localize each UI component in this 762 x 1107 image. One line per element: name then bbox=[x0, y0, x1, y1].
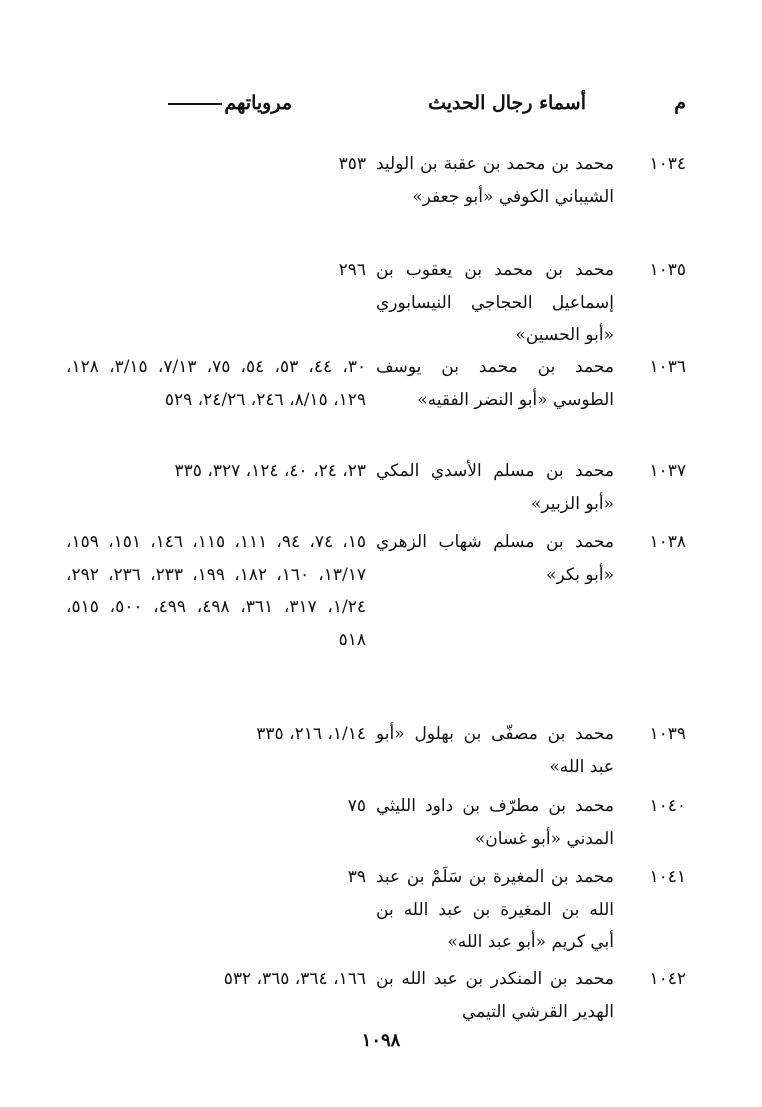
entry-number: ١٠٤٠ bbox=[649, 796, 686, 816]
narrator-entry bbox=[0, 718, 762, 790]
narrator-name: محمد بن مصفّى بن بهلول «أبو عبد الله» bbox=[376, 724, 614, 777]
narrator-entry bbox=[0, 790, 762, 861]
narrator-name: محمد بن محمد بن يعقوب بن إسماعيل الحجاجي النيسابوري «أبو الحسين» bbox=[376, 260, 614, 345]
narrator-entry bbox=[0, 861, 762, 963]
names-column-header: أسماء رجال الحديث bbox=[428, 92, 586, 114]
entry-number: ١٠٤١ bbox=[649, 867, 686, 887]
narrator-references: ١٦٦، ٣٦٤، ٣٦٥، ٥٣٢ bbox=[223, 969, 366, 989]
refs-column-header-label: مروياتهم bbox=[224, 92, 292, 114]
narrator-references: ٧٥ bbox=[347, 796, 366, 816]
narrator-name: محمد بن محمد بن عقبة بن الوليد الشيباني الكوفي «أبو جعفر» bbox=[376, 154, 614, 207]
narrators-list bbox=[0, 148, 762, 1033]
narrator-entry bbox=[0, 254, 762, 351]
narrator-references: ٣٩ bbox=[347, 867, 366, 887]
narrator-entry bbox=[0, 963, 762, 1033]
page-number: ١٠٩٨ bbox=[361, 1030, 401, 1051]
narrator-references: ٣٥٣ bbox=[338, 154, 366, 174]
entry-number: ١٠٣٦ bbox=[649, 357, 686, 377]
refs-column-header bbox=[168, 92, 292, 114]
narrator-name: محمد بن المنكدر بن عبد الله بن الهدير القرشي التيمي bbox=[376, 969, 614, 1022]
narrator-references: ٢٩٦ bbox=[338, 260, 366, 280]
entry-number: ١٠٤٢ bbox=[649, 969, 686, 989]
narrator-name: محمد بن مسلم الأسدي المكي «أبو الزبير» bbox=[376, 461, 614, 514]
entry-number: ١٠٣٥ bbox=[649, 260, 686, 280]
narrator-references: ١/١٤، ٢١٦، ٣٣٥ bbox=[256, 724, 366, 744]
entry-number: ١٠٣٨ bbox=[649, 532, 686, 552]
entry-number: ١٠٣٩ bbox=[649, 724, 686, 744]
narrator-name: محمد بن المغيرة بن سَلَمْ بن عبد الله بن المغيرة بن عبد الله بن أبي كريم «أبو عبد الله» bbox=[376, 867, 614, 952]
narrator-entry bbox=[0, 148, 762, 254]
narrator-references: ٣٠، ٤٤، ٥٣، ٥٤، ٧٥، ٧/١٣، ٣/١٥، ١٢٨، ١٢٩، ٨/١٥، ٢٤٦، ٢٤/٢٦، ٥٢٩ bbox=[66, 357, 367, 410]
narrator-entry bbox=[0, 455, 762, 526]
entry-number: ١٠٣٤ bbox=[649, 154, 686, 174]
header-underline bbox=[168, 103, 222, 105]
table-header bbox=[0, 92, 762, 126]
narrator-name: محمد بن محمد بن يوسف الطوسي «أبو النضر الفقيه» bbox=[376, 357, 614, 410]
narrator-entry bbox=[0, 526, 762, 683]
narrator-name: محمد بن مطرّف بن داود الليثي المدني «أبو غسان» bbox=[376, 796, 614, 849]
number-column-header: م bbox=[674, 92, 686, 114]
entry-number: ١٠٣٧ bbox=[649, 461, 686, 481]
narrator-references: ٢٣، ٢٤، ٤٠، ١٢٤، ٣٢٧، ٣٣٥ bbox=[174, 461, 366, 481]
narrator-name: محمد بن مسلم شهاب الزهري «أبو بكر» bbox=[376, 532, 614, 585]
narrator-references: ١٥، ٧٤، ٩٤، ١١١، ١١٥، ١٤٦، ١٥١، ١٥٩، ١٣/١٧، ١٦٠، ١٨٢، ١٩٩، ٢٣٣، ٢٣٦، ٢٩٢، ١/٢٤، ٣١٧، ٣٦١، ٤٩٨، ٤٩٩، ٥٠٠، ٥١٥، ٥١٨ bbox=[66, 532, 367, 650]
narrator-entry bbox=[0, 351, 762, 455]
